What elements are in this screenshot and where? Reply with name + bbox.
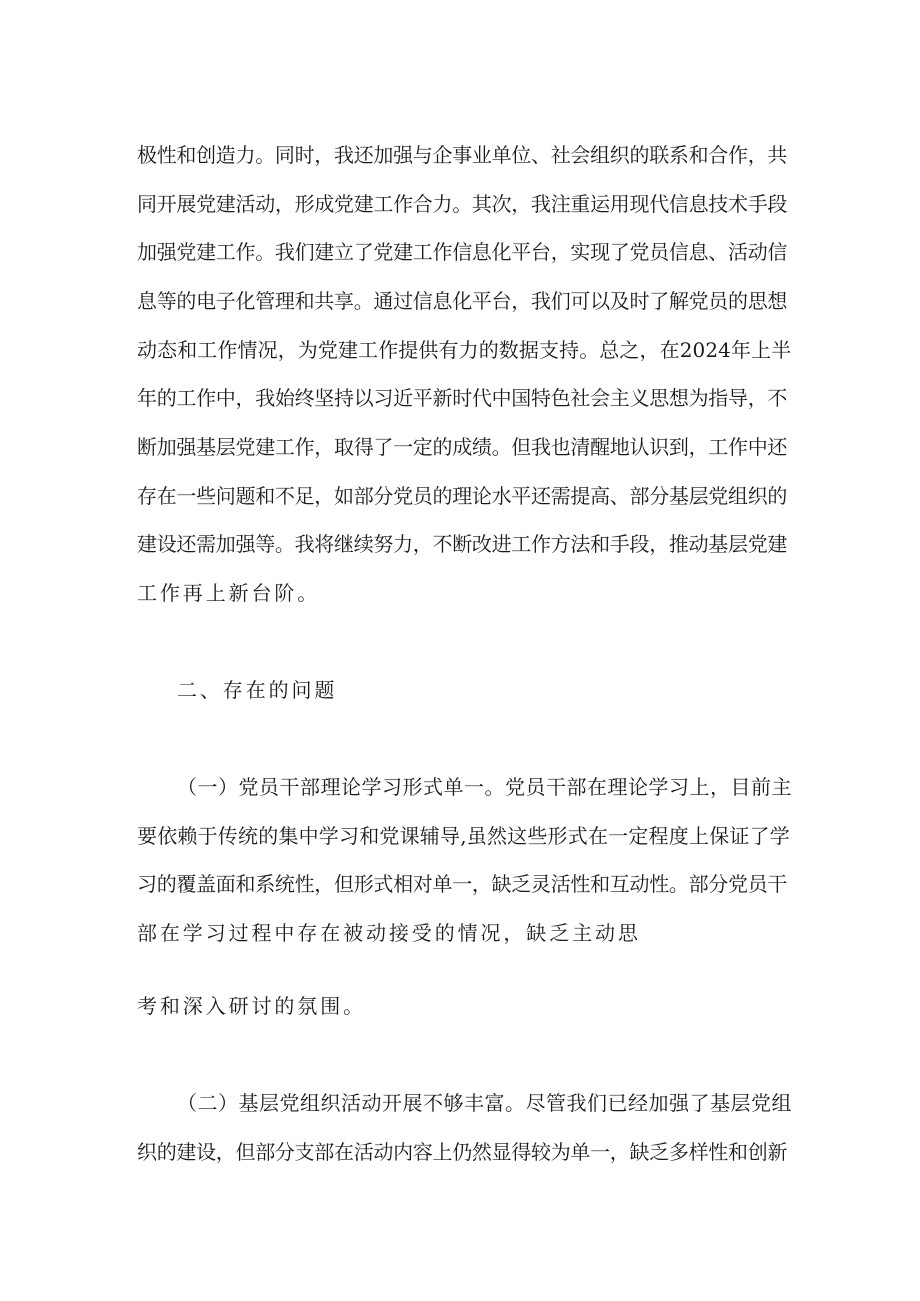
paragraph-line: 年的工作中，我始终坚持以习近平新时代中国特色社会主义思想为指导，不	[137, 386, 788, 410]
paragraph-line: 工作再上新台阶。	[137, 581, 321, 605]
paragraph-line: （二）基层党组织活动开展不够丰富。尽管我们已经加强了基层党组	[177, 1091, 792, 1115]
paragraph-line: 要依赖于传统的集中学习和党课辅导,虽然这些形式在一定程度上保证了学	[137, 824, 790, 848]
paragraph-line: 动态和工作情况，为党建工作提供有力的数据支持。总之，在2024年上半	[137, 338, 792, 362]
paragraph-line: 断加强基层党建工作，取得了一定的成绩。但我也清醒地认识到，工作中还	[137, 435, 788, 459]
paragraph-line: 建设还需加强等。我将继续努力，不断改进工作方法和手段，推动基层党建	[137, 532, 788, 556]
paragraph-line: 存在一些问题和不足，如部分党员的理论水平还需提高、部分基层党组织的	[137, 484, 788, 508]
paragraph-line: （一）党员干部理论学习形式单一。党员干部在理论学习上，目前主	[177, 775, 792, 799]
paragraph-line: 习的覆盖面和系统性，但形式相对单一，缺乏灵活性和互动性。部分党员干	[137, 872, 788, 896]
paragraph-line: 息等的电子化管理和共享。通过信息化平台，我们可以及时了解党员的思想	[137, 289, 788, 313]
paragraph-line: 织的建设，但部分支部在活动内容上仍然显得较为单一，缺乏多样性和创新	[137, 1140, 788, 1164]
paragraph-line: 同开展党建活动，形成党建工作合力。其次，我注重运用现代信息技术手段	[137, 192, 788, 216]
paragraph-line: 部在学习过程中存在被动接受的情况，缺乏主动思	[137, 921, 641, 945]
section-heading: 二、存在的问题	[177, 678, 338, 702]
paragraph-line: 考和深入研讨的氛围。	[137, 994, 366, 1018]
paragraph-line: 极性和创造力。同时，我还加强与企事业单位、社会组织的联系和合作，共	[137, 143, 788, 167]
paragraph-line: 加强党建工作。我们建立了党建工作信息化平台，实现了党员信息、活动信	[137, 240, 788, 264]
